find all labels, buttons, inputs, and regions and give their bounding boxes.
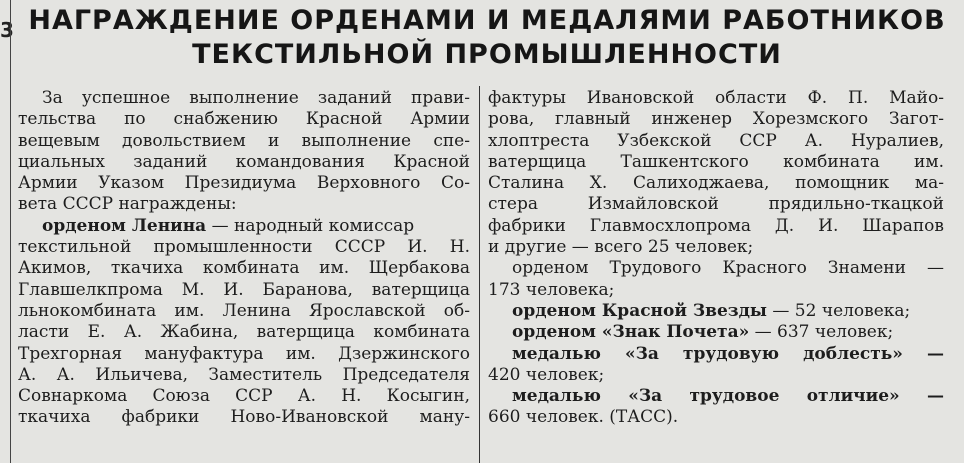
article-column-right: [488, 88, 944, 429]
article-column-left: [18, 88, 470, 429]
text-line: вета СССР награждены:: [18, 194, 237, 215]
text-run: — 52 человека;: [766, 300, 911, 321]
text-line: Сталина Х. Салиходжаева, помощник ма-: [488, 173, 944, 194]
text-line: ткачиха фабрики Ново-Ивановской ману-: [18, 407, 470, 428]
left-border-rule: [10, 0, 11, 463]
award-line-badge-of-honor: [488, 322, 944, 343]
text-line: А. А. Ильичева, Заместитель Председателя: [18, 364, 470, 385]
text-line: тельства по снабжению Красной Армии: [18, 109, 470, 130]
text-line: текстильной промышленности СССР И. Н.: [18, 237, 470, 258]
text-line: За успешное выполнение заданий прави-: [42, 88, 470, 108]
award-name-badge-of-honor: орденом «Знак Почета»: [512, 322, 750, 343]
text-line: хлоптреста Узбекской ССР А. Нуралиев,: [488, 130, 944, 151]
award-line-labour-distinction: медалью «За трудовое отличие» —: [512, 386, 944, 407]
text-line: льнокомбината им. Ленина Ярославской об-: [18, 300, 470, 321]
text-line: ватерщица Ташкентского комбината им.: [488, 151, 944, 172]
text-line: Совнаркома Союза ССР А. Н. Косыгин,: [18, 386, 470, 407]
text-line: стера Измайловской прядильно-ткацкой: [488, 194, 944, 215]
text-line: рова, главный инженер Хорезмского Загот-: [488, 109, 944, 130]
award-line-labour-valour: медалью «За трудовую доблесть» —: [512, 343, 944, 364]
text-line: 173 человека;: [488, 279, 615, 300]
page-edge-number: 3: [0, 18, 14, 42]
text-line: Трехгорная мануфактура им. Дзержинского: [18, 343, 470, 364]
text-line: 420 человек;: [488, 364, 605, 385]
text-line: орденом Трудового Красного Знамени —: [512, 258, 944, 279]
text-run: — 637 человек;: [749, 322, 894, 343]
column-divider: [479, 86, 480, 463]
headline-line-1: НАГРАЖДЕНИЕ ОРДЕНАМИ И МЕДАЛЯМИ РАБОТНИКОВ: [28, 5, 946, 36]
headline-line-2: ТЕКСТИЛЬНОЙ ПРОМЫШЛЕННОСТИ: [192, 39, 782, 70]
text-line: и другие — всего 25 человек;: [488, 237, 754, 258]
award-name-order-of-lenin: орденом Ленина: [42, 215, 207, 236]
article-headline: [20, 4, 954, 72]
text-run: — народный комиссар: [206, 215, 415, 236]
text-line: вещевым довольствием и выполнение спе-: [18, 130, 470, 151]
text-line: фабрики Главмосхлопрома Д. И. Шарапов: [488, 215, 944, 236]
text-line: Армии Указом Президиума Верховного Со-: [18, 173, 470, 194]
text-line: 660 человек. (ТАСС).: [488, 407, 679, 428]
text-line: ласти Е. А. Жабина, ватерщица комбината: [18, 322, 470, 343]
award-line-lenin: [18, 216, 470, 237]
text-line: Главшелкпрома М. И. Баранова, ватерщица: [18, 279, 470, 300]
award-name-order-of-red-star: орденом Красной Звезды: [512, 300, 767, 321]
text-line: Акимов, ткачиха комбината им. Щербакова: [18, 258, 470, 279]
award-line-red-star: [488, 301, 944, 322]
text-line: циальных заданий командования Красной: [18, 151, 470, 172]
text-line: фактуры Ивановской области Ф. П. Майо-: [488, 88, 944, 108]
